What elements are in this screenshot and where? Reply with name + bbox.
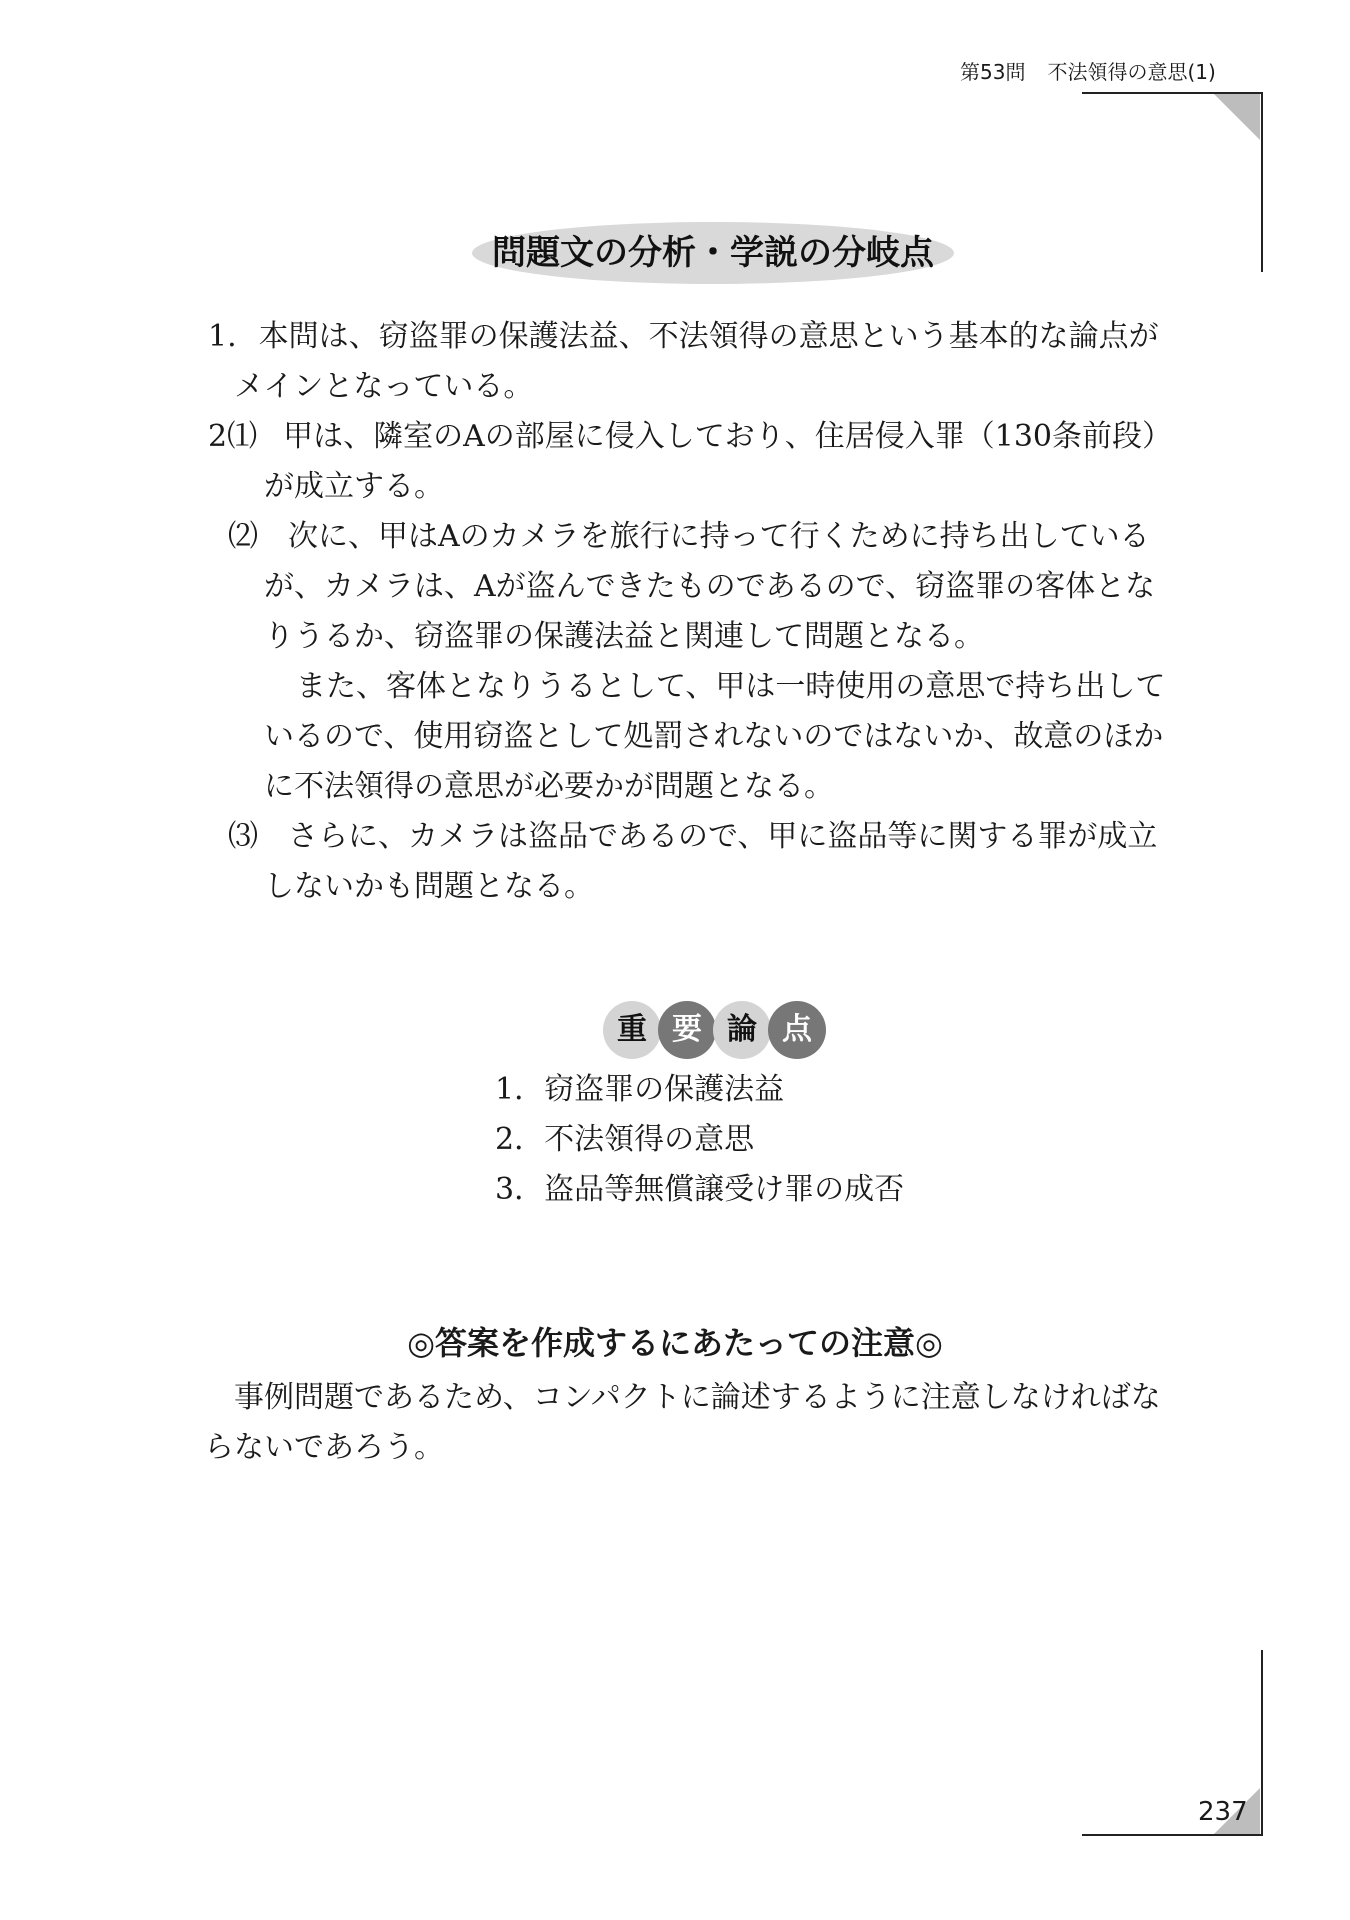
footer-margin-line	[1261, 1650, 1263, 1835]
page-number: 237	[1198, 1797, 1248, 1827]
chapter-number: 第53問	[960, 60, 1026, 84]
running-header	[960, 58, 1260, 86]
item-2-label: 2⑴	[208, 419, 258, 454]
key-point-item: 3．盗品等無償譲受け罪の成否	[495, 1172, 905, 1207]
key-points-char-2: 要	[658, 1001, 716, 1059]
header-corner-tab	[1214, 94, 1260, 140]
answer-note-line-1: 事例問題であるため、コンパクトに論述するように注意しなければな	[234, 1380, 1161, 1415]
key-points-char-4: 点	[768, 1001, 826, 1059]
item-1-label: 1.	[208, 319, 237, 354]
item-2-line-2: が成立する。	[264, 469, 444, 504]
item-3-line-5: いるので、使用窃盗として処罰されないのではないか、故意のほか	[264, 719, 1164, 754]
answer-note-heading: ◎答案を作成するにあたっての注意◎	[407, 1324, 943, 1362]
item-3-line-1: ⑵ 次に、甲はAのカメラを旅行に持って行くために持ち出している	[228, 519, 1150, 554]
item-4-line-2: しないかも問題となる。	[264, 869, 594, 904]
key-points-char-3: 論	[713, 1001, 771, 1059]
item-1-line-2: メインとなっている。	[234, 369, 534, 404]
item-4-label: ⑶	[228, 819, 258, 854]
analysis-heading: 問題文の分析・学説の分岐点	[472, 222, 954, 284]
header-margin-line	[1261, 92, 1263, 272]
answer-note-line-2: らないであろう。	[204, 1430, 444, 1465]
item-3-line-3: りうるか、窃盗罪の保護法益と関連して問題となる。	[264, 619, 984, 654]
item-3-label: ⑵	[228, 519, 258, 554]
footer-rule	[1082, 1834, 1263, 1836]
item-1-line-1: 1. 本問は、窃盗罪の保護法益、不法領得の意思という基本的な論点が	[208, 319, 1159, 354]
item-3-line-4: また、客体となりうるとして、甲は一時使用の意思で持ち出して	[296, 669, 1166, 704]
item-2-line-1: 2⑴ 甲は、隣室のAの部屋に侵入しており、住居侵入罪（130条前段）	[208, 419, 1173, 454]
key-points-char-1: 重	[603, 1001, 661, 1059]
chapter-title: 不法領得の意思(1)	[1047, 60, 1216, 84]
item-4-line-1: ⑶ さらに、カメラは盗品であるので、甲に盗品等に関する罪が成立	[228, 819, 1158, 854]
key-point-item: 1．窃盗罪の保護法益	[495, 1072, 785, 1107]
key-point-item: 2．不法領得の意思	[495, 1122, 755, 1157]
item-3-line-6: に不法領得の意思が必要かが問題となる。	[264, 769, 834, 804]
item-3-line-2: が、カメラは、Aが盗んできたものであるので、窃盗罪の客体とな	[264, 569, 1156, 604]
